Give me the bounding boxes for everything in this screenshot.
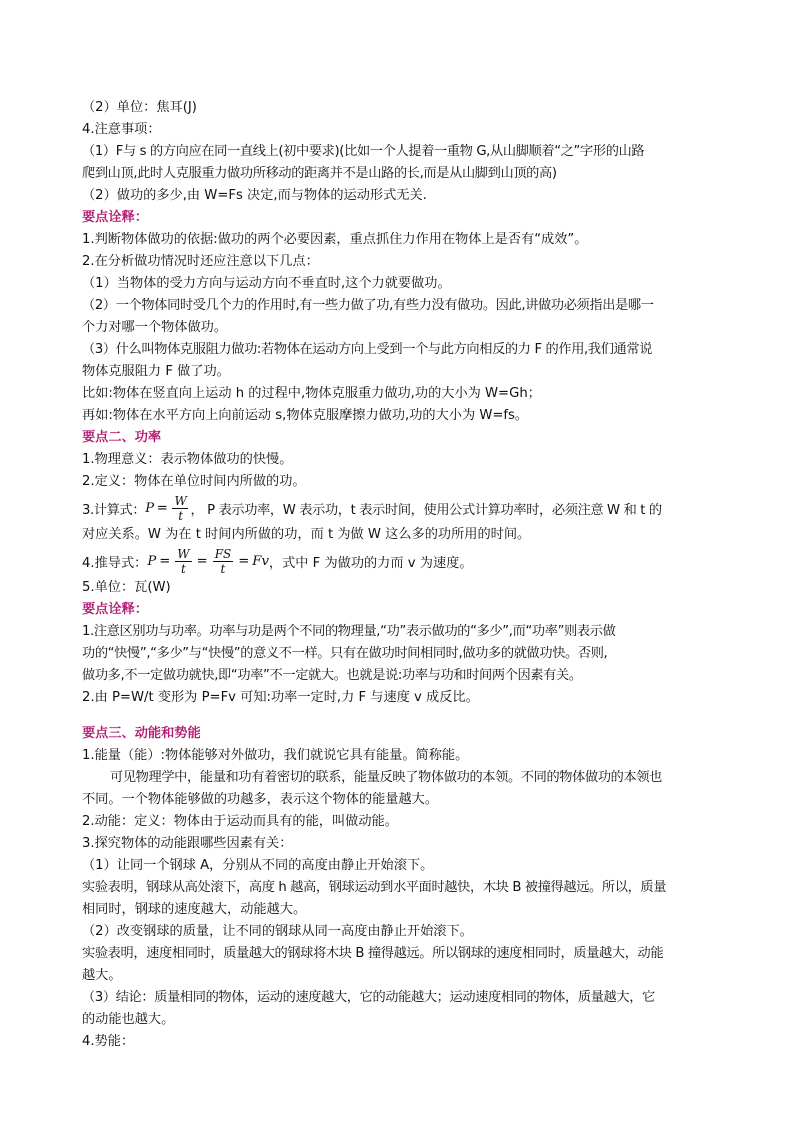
fraction-fs-over-t [213,547,234,576]
document-page [82,97,714,1053]
text-line: 5.单位：瓦(W) [82,580,171,595]
text-line: 对应关系。W 为在 t 时间内所做的功，而 t 为做 W 这么多的功所用的时间。 [82,527,531,542]
text-line: 2.动能：定义：物体由于运动而具有的能，叫做动能。 [82,814,398,829]
fraction-denominator: t [220,562,226,576]
formula-line-derived [82,546,714,577]
text-line: 1.注意区别功与功率。功率与功是两个不同的物理量,“功”表示做功的“多少”,而“功率”则表示做 [82,624,616,639]
formula-rhs: Fv [252,554,269,569]
text-line: 比如:物体在竖直向上运动 h 的过程中,物体克服重力做功,功的大小为 W=Gh； [82,386,541,401]
text-line: 的动能也越大。 [82,1012,175,1027]
fraction-numerator: W [177,547,190,561]
section-heading: 要点诠释： [82,210,148,225]
fraction-denominator: t [178,509,183,523]
text-line: 相同时，钢球的速度越大，动能越大。 [82,902,307,917]
text-line: （2）改变钢球的质量，让不同的钢球从同一高度由静止开始滚下。 [82,924,473,939]
formula-lhs: P [145,501,154,516]
section-heading: 要点诠释： [82,602,148,617]
text-line: 1.能量（能）:物体能够对外做功，我们就说它具有能量。简称能。 [82,748,469,763]
section-heading: 要点二、功率 [82,430,162,445]
fraction-numerator: FS [214,547,232,561]
formula-prefix: 4.推导式： [82,556,148,571]
text-line: 4.注意事项： [82,122,161,137]
fraction-w-over-t [175,547,191,576]
text-line: （1）当物体的受力方向与运动方向不垂直时,这个力就要做功。 [82,276,451,291]
formula-equals: = [196,554,208,569]
text-line: （2）一个物体同时受几个力的作用时,有一些力做了功,有些力没有做功。因此,讲做功必须指出是哪一 [82,298,654,313]
text-line: 2.定义：物体在单位时间内所做的功。 [82,474,306,489]
text-line: 2.由 P=W/t 变形为 P=Fv 可知:功率一定时,力 F 与速度 v 成反比。 [82,690,479,705]
section-heading: 要点三、动能和势能 [82,726,201,741]
text-line: 可见物理学中，能量和功有着密切的联系，能量反映了物体做功的本领。不同的物体做功的本领也 [110,770,663,785]
text-line: （1）F与 s 的方向应在同一直线上(初中要求)(比如一个人提着一重物 G,从山脚顺着“之”字形的山路 [82,144,645,159]
text-line: 个力对哪一个物体做功。 [82,320,228,335]
formula-equals: = [159,554,171,569]
fraction-denominator: t [181,562,186,576]
text-line: （2）做功的多少,由 W=Fs 决定,而与物体的运动形式无关. [82,188,427,203]
formula-equals: = [156,501,168,516]
formula-prefix: 3.计算式： [82,503,146,518]
text-line: 实验表明，速度相同时，质量越大的钢球将木块 B 撞得越远。所以钢球的速度相同时，质量越大，动能 [82,946,664,961]
fraction-numerator: W [174,494,187,508]
text-line: （3）什么叫物体克服阻力做功:若物体在运动方向上受到一个与此方向相反的力 F 的作用,我们通常说 [82,342,653,357]
text-line: （3）结论：质量相同的物体，运动的速度越大，它的动能越大；运动速度相同的物体，质量越大，它 [82,990,655,1005]
text-line: 2.在分析做功情况时还应注意以下几点： [82,254,319,269]
text-line: 再如:物体在水平方向上向前运动 s,物体克服摩擦力做功,功的大小为 W=fs。 [82,408,529,423]
text-line: （1）让同一个钢球 A，分别从不同的高度由静止开始滚下。 [82,858,434,873]
text-line: 实验表明，钢球从高处滚下，高度 h 越高，钢球运动到水平面时越快，木块 B 被撞得越远。所以，质量 [82,880,667,895]
formula-suffix: ， P 表示功率，W 表示功，t 表示时间，使用公式计算功率时，必须注意 W 和 t 的 [190,503,662,518]
text-line: （2）单位：焦耳(J) [82,100,197,115]
text-line: 1.判断物体做功的依据:做功的两个必要因素，重点抓住力作用在物体上是否有“成效”。 [82,232,588,247]
text-line: 1.物理意义：表示物体做功的快慢。 [82,452,293,467]
formula-suffix: ，式中 F 为做功的力而 v 为速度。 [268,556,473,571]
text-line: 物体克服阻力 F 做了功。 [82,364,230,379]
fraction-w-over-t [172,494,188,523]
text-line: 爬到山顶,此时人克服重力做功所移动的距离并不是山路的长,而是从山脚到山顶的高) [82,166,557,181]
text-line: 4.势能： [82,1034,135,1049]
formula-line-power [82,493,714,524]
text-line: 3.探究物体的动能跟哪些因素有关： [82,836,293,851]
formula-lhs: P [147,554,157,569]
text-line: 越大。 [82,968,122,983]
text-line: 不同。一个物体能够做的功越多，表示这个物体的能量越大。 [82,792,439,807]
text-line: 做功多,不一定做功就快,即“功率”不一定就大。也就是说:功率与功和时间两个因素有关。 [82,668,582,683]
text-line: 功的“快慢”,“多少”与“快慢”的意义不一样。只有在做功时间相同时,做功多的就做功快。否则, [82,646,608,661]
formula-equals: = [238,554,250,569]
